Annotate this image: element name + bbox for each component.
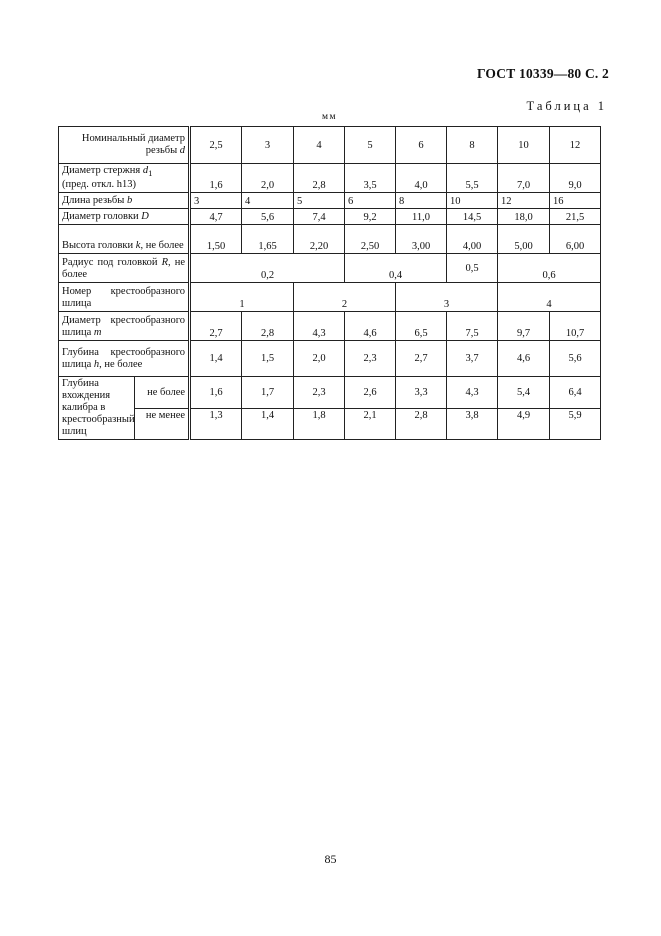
table-cell: 3,3 xyxy=(396,377,447,409)
table-row xyxy=(59,312,601,341)
row-label-slot-number: Номер крестообразного шлица xyxy=(59,283,190,312)
table-row xyxy=(59,408,601,440)
table-cell: 21,5 xyxy=(550,209,601,225)
radius-symbol: R xyxy=(161,257,169,269)
table-cell: 11,0 xyxy=(396,209,447,225)
row-label-nominal-diameter xyxy=(59,127,190,164)
table-cell: 16 xyxy=(550,193,601,209)
table-cell: 5,6 xyxy=(242,209,294,225)
table-cell: 2,7 xyxy=(396,341,447,377)
table-cell: 6 xyxy=(396,127,447,164)
row-label-radius xyxy=(59,254,190,283)
table-cell: 4,7 xyxy=(190,209,242,225)
table-cell: 0,4 xyxy=(345,254,447,283)
table-cell: 2,0 xyxy=(242,164,294,193)
row-sublabel-min: не менее xyxy=(135,408,190,440)
row-label-head-diameter xyxy=(59,209,190,225)
table-cell: 10 xyxy=(447,193,498,209)
table-cell: 8 xyxy=(447,127,498,164)
table-cell: 2,50 xyxy=(345,225,396,254)
row-label-rod-diameter xyxy=(59,164,190,193)
table-cell: 2,5 xyxy=(190,127,242,164)
head-diameter-label: Диаметр головки xyxy=(62,211,139,223)
radius-label-suffix: , не более xyxy=(62,257,186,281)
table-cell: 4,00 xyxy=(447,225,498,254)
table-cell: 2,1 xyxy=(345,408,396,440)
table-cell: 2,3 xyxy=(345,341,396,377)
unit-label: мм xyxy=(322,112,338,122)
slot-diameter-symbol: m xyxy=(93,327,102,339)
table-cell: 2,8 xyxy=(396,408,447,440)
table-cell: 9,2 xyxy=(345,209,396,225)
slot-depth-label: Глубина крестообразного шлица xyxy=(62,346,186,370)
table-caption: Таблица 1 xyxy=(526,99,607,113)
rod-diameter-subscript: 1 xyxy=(148,168,153,179)
table-cell: 1,7 xyxy=(242,377,294,409)
table-cell: 12 xyxy=(498,193,550,209)
table-cell: 3,7 xyxy=(447,341,498,377)
row-label-thread-length xyxy=(59,193,190,209)
table-cell: 4,9 xyxy=(498,408,550,440)
table-cell: 1,3 xyxy=(190,408,242,440)
table-row xyxy=(59,377,601,409)
table-cell: 4 xyxy=(498,283,601,312)
table-cell: 3 xyxy=(190,193,242,209)
table-cell: 6,5 xyxy=(396,312,447,341)
table-cell: 2,0 xyxy=(294,341,345,377)
table-cell: 7,0 xyxy=(498,164,550,193)
rod-diameter-note: (пред. откл. h13) xyxy=(62,179,137,191)
head-diameter-symbol: D xyxy=(141,211,149,223)
table-cell: 1,4 xyxy=(242,408,294,440)
rod-diameter-symbol: d xyxy=(142,165,149,176)
table-cell: 3 xyxy=(242,127,294,164)
table-row xyxy=(59,209,601,225)
table-row xyxy=(59,254,601,283)
table-cell: 5,9 xyxy=(550,408,601,440)
nominal-label: Номинальный диаметр резьбы xyxy=(81,133,186,156)
table-row xyxy=(59,341,601,377)
table-cell: 14,5 xyxy=(447,209,498,225)
table-row xyxy=(59,193,601,209)
table-cell: 7,5 xyxy=(447,312,498,341)
table-cell: 6,4 xyxy=(550,377,601,409)
table-cell: 6,00 xyxy=(550,225,601,254)
row-sublabel-max: не более xyxy=(135,377,190,409)
head-height-symbol: k xyxy=(135,240,141,252)
table-cell: 0,5 xyxy=(447,254,498,283)
table-cell: 4,6 xyxy=(498,341,550,377)
table-cell: 3,5 xyxy=(345,164,396,193)
table-cell: 9,7 xyxy=(498,312,550,341)
table-cell: 1,5 xyxy=(242,341,294,377)
table-cell: 2,6 xyxy=(345,377,396,409)
specification-table xyxy=(58,126,601,440)
table-cell: 18,0 xyxy=(498,209,550,225)
table-cell: 8 xyxy=(396,193,447,209)
head-height-label: Высота головки xyxy=(62,240,134,252)
table-cell: 2,7 xyxy=(190,312,242,341)
document-header: ГОСТ 10339—80 С. 2 xyxy=(476,66,609,81)
table-row xyxy=(59,225,601,254)
row-label-slot-depth xyxy=(59,341,190,377)
table-cell: 4,3 xyxy=(294,312,345,341)
table-cell: 4 xyxy=(294,127,345,164)
slot-depth-label-suffix: , не более xyxy=(99,358,143,370)
table-cell: 4 xyxy=(242,193,294,209)
table-cell: 6 xyxy=(345,193,396,209)
table-cell: 3,00 xyxy=(396,225,447,254)
table-cell: 0,2 xyxy=(190,254,345,283)
table-cell: 2,3 xyxy=(294,377,345,409)
table-cell: 2 xyxy=(294,283,396,312)
radius-label: Радиус под головкой xyxy=(62,257,158,269)
table-cell: 5 xyxy=(345,127,396,164)
table-cell: 5,00 xyxy=(498,225,550,254)
nominal-symbol: d xyxy=(179,145,186,156)
table-cell: 1,6 xyxy=(190,377,242,409)
table-cell: 5 xyxy=(294,193,345,209)
thread-length-symbol: b xyxy=(126,195,133,207)
table-cell: 1 xyxy=(190,283,294,312)
row-label-head-height xyxy=(59,225,190,254)
table-cell: 1,50 xyxy=(190,225,242,254)
table-row xyxy=(59,127,601,164)
row-label-slot-diameter xyxy=(59,312,190,341)
table-cell: 5,6 xyxy=(550,341,601,377)
table-cell: 1,4 xyxy=(190,341,242,377)
table-cell: 3,8 xyxy=(447,408,498,440)
table-cell: 3 xyxy=(396,283,498,312)
row-label-gauge-depth: Глубина вхождения калибра в крестообразный шлиц xyxy=(59,377,135,440)
head-height-label-suffix: , не более xyxy=(140,240,184,252)
table-cell: 4,6 xyxy=(345,312,396,341)
table-cell: 1,65 xyxy=(242,225,294,254)
table-row xyxy=(59,164,601,193)
table-cell: 5,5 xyxy=(447,164,498,193)
table-cell: 2,20 xyxy=(294,225,345,254)
table-cell: 4,3 xyxy=(447,377,498,409)
page-number: 85 xyxy=(324,852,337,866)
table-row xyxy=(59,283,601,312)
table-cell: 0,6 xyxy=(498,254,601,283)
rod-diameter-label: Диаметр стержня xyxy=(62,165,141,176)
table-cell: 9,0 xyxy=(550,164,601,193)
thread-length-label: Длина резьбы xyxy=(62,195,125,207)
table-cell: 1,6 xyxy=(190,164,242,193)
table-cell: 4,0 xyxy=(396,164,447,193)
table-cell: 1,8 xyxy=(294,408,345,440)
table-cell: 5,4 xyxy=(498,377,550,409)
table-cell: 12 xyxy=(550,127,601,164)
table-cell: 2,8 xyxy=(294,164,345,193)
table-cell: 10,7 xyxy=(550,312,601,341)
slot-diameter-label: Диаметр крестообразного шлица xyxy=(62,315,186,339)
table-cell: 7,4 xyxy=(294,209,345,225)
table-cell: 2,8 xyxy=(242,312,294,341)
slot-depth-symbol: h xyxy=(93,358,100,370)
table-cell: 10 xyxy=(498,127,550,164)
